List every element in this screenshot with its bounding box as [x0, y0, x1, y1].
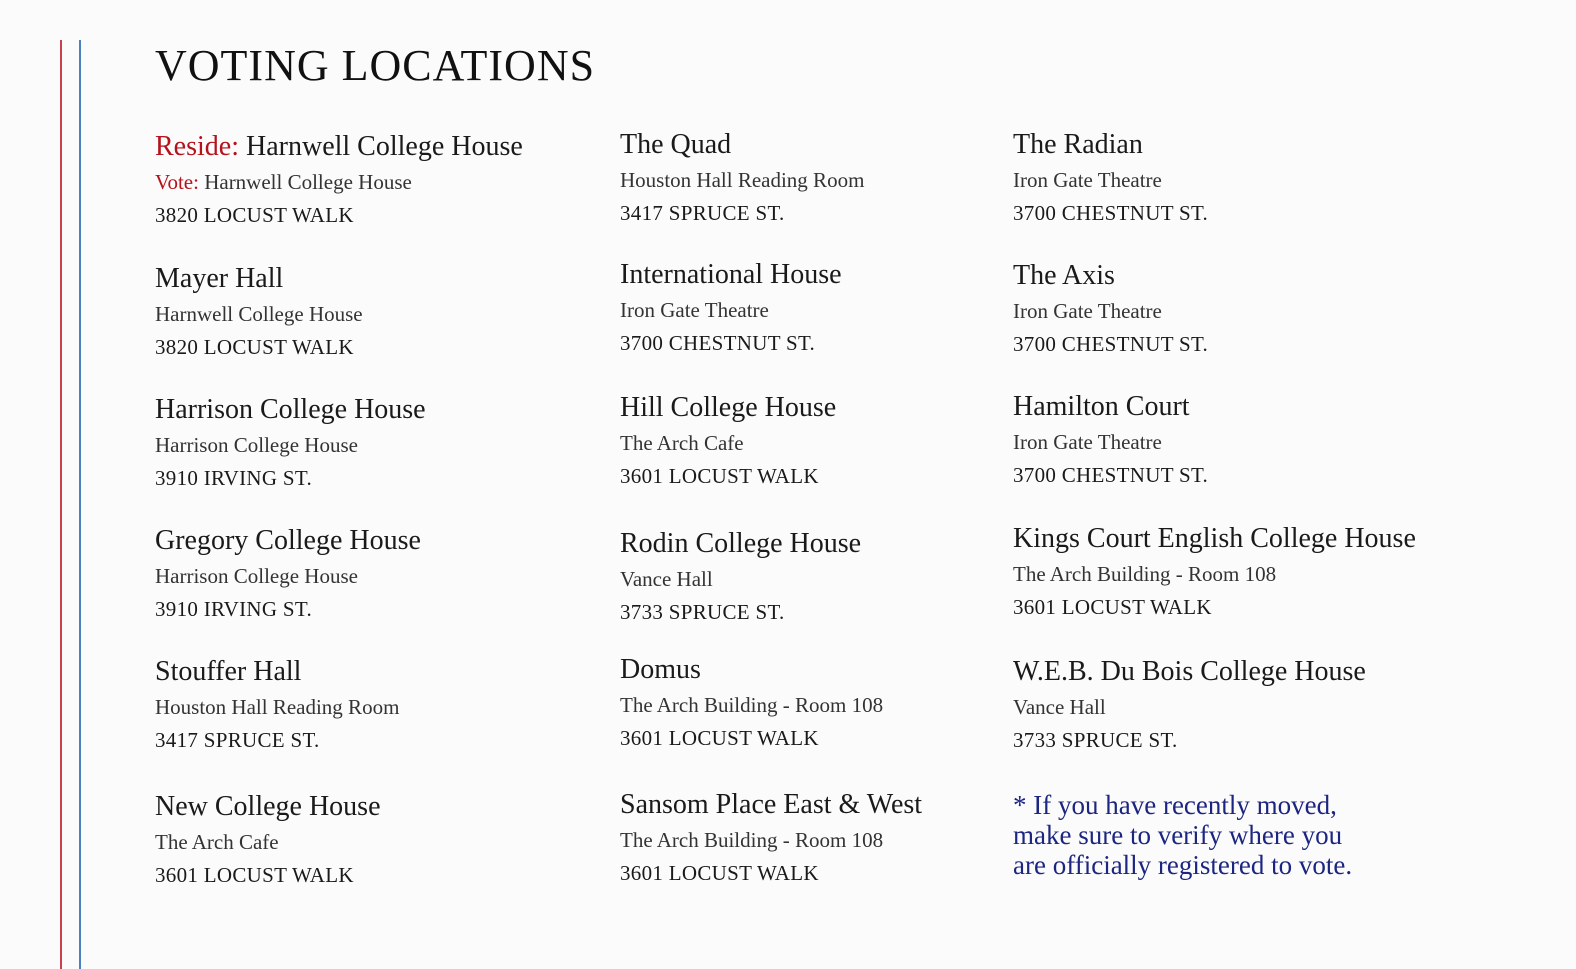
residence-name: Rodin College House: [620, 528, 862, 559]
residence-name: Gregory College House: [155, 525, 421, 556]
voting-location: Vance Hall: [1013, 695, 1106, 719]
voting-location: Iron Gate Theatre: [1013, 299, 1162, 323]
location-entry: [620, 527, 1060, 625]
location-entry: [155, 790, 595, 888]
voting-location: The Arch Building - Room 108: [620, 693, 884, 717]
location-entry: [155, 524, 595, 622]
residence-name: The Quad: [620, 129, 732, 160]
residence-name: Harnwell College House: [246, 131, 523, 162]
residence-name: New College House: [155, 791, 381, 822]
voting-location: Vance Hall: [620, 567, 713, 591]
residence-name: Kings Court English College House: [1013, 523, 1416, 554]
moved-note: * If you have recently moved, make sure to verify where you are officially registered to vote.: [1013, 790, 1353, 880]
residence-name: International House: [620, 259, 842, 290]
voting-location: Harnwell College House: [155, 302, 363, 326]
voting-location: Iron Gate Theatre: [1013, 168, 1162, 192]
address: 3733 SPRUCE ST.: [1013, 728, 1178, 752]
voting-location: Harrison College House: [155, 564, 358, 588]
location-entry: [620, 788, 1060, 886]
residence-name: Domus: [620, 654, 701, 685]
voting-location: Iron Gate Theatre: [620, 298, 769, 322]
address: 3601 LOCUST WALK: [620, 464, 819, 488]
location-entry: [1013, 128, 1453, 226]
reside-label: Reside:: [155, 131, 239, 162]
red-rule: [60, 40, 62, 969]
address: 3601 LOCUST WALK: [620, 726, 819, 750]
residence-name: Harrison College House: [155, 394, 426, 425]
address: 3417 SPRUCE ST.: [620, 201, 785, 225]
voting-location: Houston Hall Reading Room: [155, 695, 400, 719]
voting-location: Harrison College House: [155, 433, 358, 457]
residence-name: Hill College House: [620, 392, 837, 423]
voting-location: Iron Gate Theatre: [1013, 430, 1162, 454]
location-entry: [620, 128, 1060, 226]
address: 3700 CHESTNUT ST.: [1013, 463, 1209, 487]
voting-location: Houston Hall Reading Room: [620, 168, 865, 192]
address: 3910 IRVING ST.: [155, 597, 313, 621]
residence-name: Stouffer Hall: [155, 656, 302, 687]
address: 3820 LOCUST WALK: [155, 335, 354, 359]
address: 3601 LOCUST WALK: [155, 863, 354, 887]
address: 3601 LOCUST WALK: [620, 861, 819, 885]
page-title: VOTING LOCATIONS: [155, 41, 596, 90]
residence-name: Mayer Hall: [155, 263, 284, 294]
location-entry: [155, 262, 595, 360]
address: 3417 SPRUCE ST.: [155, 728, 320, 752]
address: 3700 CHESTNUT ST.: [1013, 332, 1209, 356]
location-entry: [155, 130, 595, 228]
residence-name: Hamilton Court: [1013, 391, 1190, 422]
residence-name: The Axis: [1013, 260, 1115, 291]
location-entry: [620, 653, 1060, 751]
voting-location: The Arch Building - Room 108: [620, 828, 884, 852]
residence-name: Sansom Place East & West: [620, 789, 923, 820]
location-entry: [1013, 390, 1453, 488]
address: 3601 LOCUST WALK: [1013, 595, 1212, 619]
location-entry: [620, 391, 1060, 489]
vote-label: Vote:: [155, 170, 199, 194]
location-entry: [1013, 522, 1453, 620]
residence-name: The Radian: [1013, 129, 1143, 160]
location-entry: [620, 258, 1060, 356]
location-entry: [155, 393, 595, 491]
address: 3910 IRVING ST.: [155, 466, 313, 490]
location-entry: [1013, 259, 1453, 357]
blue-rule: [79, 40, 81, 969]
voting-location: The Arch Building - Room 108: [1013, 562, 1277, 586]
location-entry: [1013, 655, 1453, 753]
address: 3700 CHESTNUT ST.: [620, 331, 816, 355]
address: 3700 CHESTNUT ST.: [1013, 201, 1209, 225]
address: 3820 LOCUST WALK: [155, 203, 354, 227]
residence-name: W.E.B. Du Bois College House: [1013, 656, 1366, 687]
voting-location: Harnwell College House: [204, 170, 412, 194]
address: 3733 SPRUCE ST.: [620, 600, 785, 624]
location-entry: [155, 655, 595, 753]
voting-location: The Arch Cafe: [155, 830, 279, 854]
voting-location: The Arch Cafe: [620, 431, 744, 455]
